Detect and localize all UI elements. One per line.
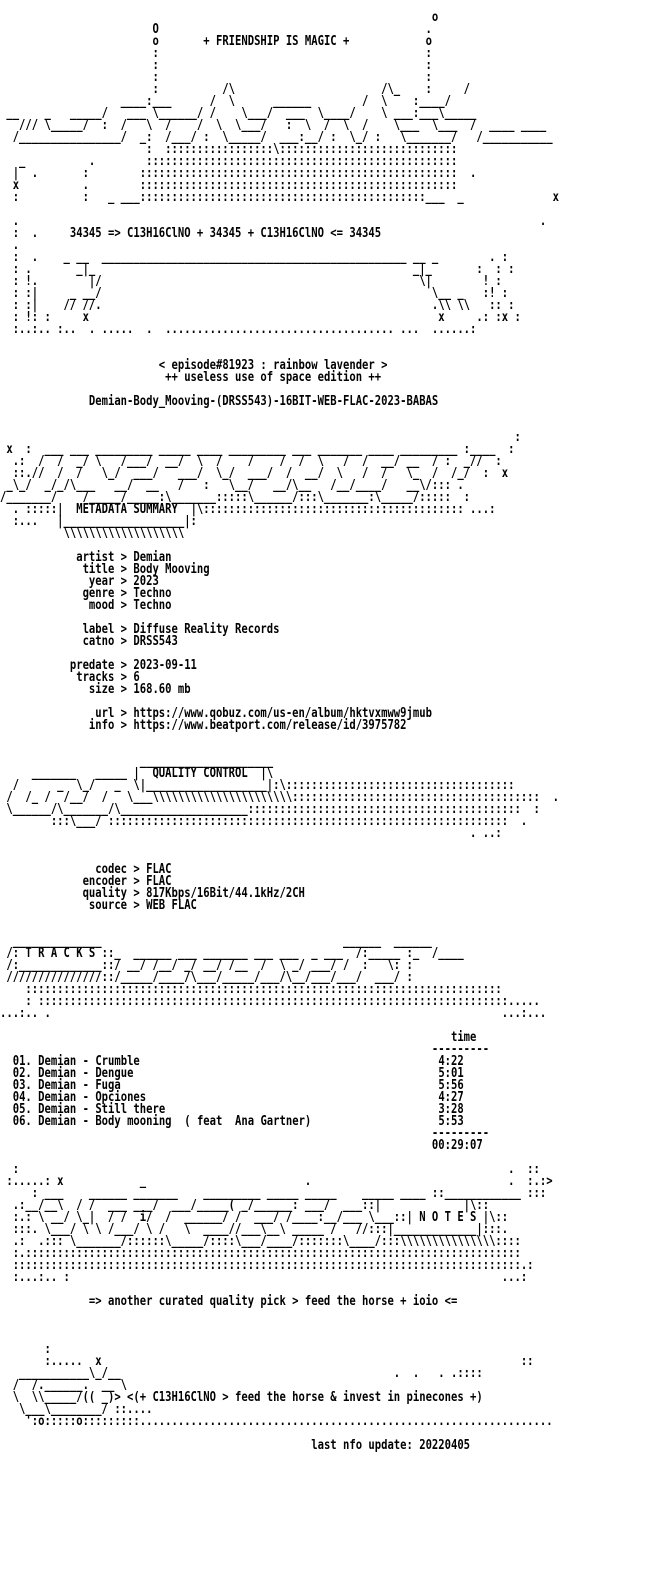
ascii-art: x : ___ ___ _________ _____ ____ _________ ___ _______ ____ _________ :____ : [0, 442, 515, 457]
track-artist: Demian [38, 1054, 77, 1069]
metadata-url: https://www.qobuz.com/us-en/album/hktvxmww9jmub [133, 706, 432, 721]
ascii-art: _______ _____ | [0, 766, 153, 781]
blank [0, 912, 559, 924]
tracks-total: 00:29:07 [431, 1138, 483, 1153]
ascii-art: - [76, 1054, 96, 1069]
footer-slogan: <(+ C13H16ClNO > feed the horse & invest in pinecones +) [127, 1390, 483, 1405]
metadata-info: https://www.beatport.com/release/id/3975782 [133, 718, 407, 733]
formula-row [0, 228, 559, 240]
ascii-art: catno > [0, 634, 134, 649]
ascii-art: :::. \___/ \ \ /___/ \ / \ ____//___\__\ _____ / //:::|_____________|:::. [0, 1222, 509, 1237]
notes-text-row [0, 1296, 559, 1308]
quality-quality: 817Kbps/16Bit/44.1kHz/2CH [146, 886, 305, 901]
ascii-art: : ___ ______ _______ _________ _____ _____ _____ ____ ::____________ ::: [0, 1186, 547, 1201]
ascii-art: \___\________/ ::.... [0, 1402, 153, 1417]
quality-row [0, 900, 559, 912]
ascii-art: ::_ ______ ___ _______ ___ ___ _ ___ /:_____ :_ /____ [95, 946, 464, 961]
ascii-art: . ..: [0, 826, 502, 841]
track-title: Opciones [95, 1090, 147, 1105]
track-title: Crumble [95, 1054, 140, 1069]
track-title: Body mooning ( feat Ana Gartner) [95, 1114, 312, 1129]
ascii-art: : [0, 430, 521, 445]
track-title: Still there [95, 1102, 166, 1117]
ascii-art: : . [0, 226, 70, 241]
track-artist: Demian [38, 1114, 77, 1129]
ascii-art [0, 1138, 432, 1153]
ascii-art: :.: \ __/ \_| / / i/ / ______/ / ___/ /____:__/___ \___::| [0, 1210, 420, 1225]
metadata-predate: 2023-09-11 [133, 658, 197, 673]
ascii-art: artist > [0, 550, 134, 565]
metadata-row [0, 636, 559, 648]
ascii-art: - [76, 1066, 96, 1081]
ascii-art: url > [0, 706, 134, 721]
metadata-heading: METADATA SUMMARY [76, 502, 178, 517]
art-line [0, 528, 559, 540]
ascii-art: : : [0, 58, 432, 73]
ascii-art: / _ \_/ _ \|___________________|:\:::::::::::::::::::::::::::::::::::: [0, 778, 515, 793]
ascii-art: |\ [247, 766, 274, 781]
ascii-art: : /\ /\_ : / [0, 82, 471, 97]
track-time: 3:28 [438, 1102, 464, 1117]
release-row [0, 396, 559, 408]
last-update-row [0, 1440, 559, 1452]
ascii-art: : ::::::::::::::::::::::::::::::::::::::::::::::::::::::::::::::::::::::::::..... [0, 994, 540, 1009]
ascii-art: :...:.. : ...: [0, 1270, 528, 1285]
ascii-art: - [76, 1114, 96, 1129]
track-time: 5:53 [438, 1114, 464, 1129]
ascii-art: : :| // //. .\\ \\ :: : [0, 298, 515, 313]
ascii-art: o [0, 10, 439, 25]
metadata-row [0, 720, 559, 732]
ascii-art: :::\___/ ::::::::::::::::::::::::::::::::::::::::::::::::::::::::::::::: . [0, 814, 528, 829]
quality-source: WEB FLAC [146, 898, 197, 913]
track-title: Dengue [95, 1066, 134, 1081]
ascii-art: ':o:::::o:::::::::................................................................. [0, 1414, 553, 1429]
ascii-art: x . :::::::::::::::::::::::::::::::::::::::::::::::::: [0, 178, 458, 193]
ascii-art: codec > [0, 862, 147, 877]
track-title: Fuga [95, 1078, 121, 1093]
ascii-art: title > [0, 562, 134, 577]
ascii-art: \______/\_______/\____________________::::::::::::::::::::::::::::::::::::::::::: : [0, 802, 540, 817]
ascii-art: quality > [0, 886, 147, 901]
ascii-art: : : [0, 46, 432, 61]
track-artist: Demian [38, 1090, 77, 1105]
ascii-art: : . :: [0, 1162, 540, 1177]
ascii-art: :..... x :: [0, 1354, 534, 1369]
blank [0, 732, 559, 744]
ascii-art: ______________ ______ ______ [0, 934, 432, 949]
metadata-catno: DRSS543 [133, 634, 178, 649]
episode-label: < episode#81923 : rainbow lavender > [158, 358, 388, 373]
ascii-art [0, 394, 89, 409]
ascii-art: .: / / _/ \ /___/ __/ \ / / / / \ / / __/ __ / : _// : [0, 454, 502, 469]
art-line [0, 1272, 559, 1284]
blank [0, 1320, 559, 1332]
ascii-art: - [76, 1078, 96, 1093]
blank [0, 408, 559, 420]
ascii-art: label > [0, 622, 134, 637]
track-time: 5:56 [438, 1078, 464, 1093]
ascii-art: . [0, 238, 20, 253]
art-line [0, 1008, 559, 1020]
notes-heading: N O T E S [419, 1210, 477, 1225]
ascii-art: ///////////////::/_____/____/\___/_____/___/\__/___/___/ ___/ : [0, 970, 413, 985]
metadata-mood: Techno [133, 598, 172, 613]
track-number: 02. [12, 1066, 32, 1081]
ascii-art: : : _ ___:::::::::::::::::::::::::::::::::::::::::::::___ _ x [0, 190, 559, 205]
ascii-art: .:__/__\ / / ___ ___/ ___/_____( _/______: ___/ ___::| |\:: [0, 1198, 490, 1213]
ascii-art: _\_/ _/_/\___ __/ __ / : \__/ __/\__ /__/____/ __\/::: . [0, 478, 464, 493]
tracks-heading: T R A C K S [25, 946, 96, 961]
edition-label: ++ useless use of space edition ++ [165, 370, 382, 385]
quality-encoder: FLAC [146, 874, 172, 889]
art-line [0, 192, 559, 204]
ascii-art: ::.// / / \_/ ___/ ___/ \_/ ___/ / __/ \ / / \_ / /_/ : x [0, 466, 509, 481]
art-line [0, 828, 559, 840]
ascii-art: O . [0, 22, 432, 37]
ascii-art: ...:.. . ...:... [0, 1006, 547, 1021]
track-number: 01. [12, 1054, 32, 1069]
track-time: 4:22 [438, 1054, 464, 1069]
tracks-total-row [0, 1140, 559, 1152]
quality-codec: FLAC [146, 862, 172, 877]
metadata-tracks: 6 [133, 670, 140, 685]
ascii-art: |\:: [476, 1210, 509, 1225]
metadata-size: 168.60 mb [133, 682, 191, 697]
blank [0, 1308, 559, 1320]
ascii-art: / /.______. __ \ [0, 1378, 128, 1393]
art-line [0, 336, 559, 348]
ascii-art: year > [0, 574, 134, 589]
ascii-art: tracks > [0, 670, 134, 685]
banner-title: + FRIENDSHIP IS MAGIC + [203, 34, 350, 49]
ascii-art: ::::::::::::::::::::::::::::::::::::::::::::::::::::::::::::::::::::::::::: [0, 982, 502, 997]
notes-text: => another curated quality pick > feed the horse + ioio <= [88, 1294, 458, 1309]
metadata-row [0, 600, 559, 612]
ascii-art: |\::::::::::::::::::::::::::::::::::::::::: ...: [177, 502, 496, 517]
ascii-art: .: .::: \_______/::::::\_____/::::\___/____/:::::::\____/:::\\\\\\\\\\\\\\\:::: [0, 1234, 521, 1249]
track-time: 5:01 [438, 1066, 464, 1081]
last-update: last nfo update: 20220405 [311, 1438, 471, 1453]
ascii-art: predate > [0, 658, 134, 673]
ascii-art: : . _|_ _|_ : : : [0, 262, 515, 277]
ascii-art [0, 370, 165, 385]
metadata-label: Diffuse Reality Records [133, 622, 280, 637]
track-number: 06. [12, 1114, 32, 1129]
ascii-art: - [76, 1102, 96, 1117]
metadata-title: Body Mooving [133, 562, 210, 577]
tracks-time-header: time [450, 1030, 477, 1045]
formula-line: 34345 => C13H16ClNO + 34345 + C13H16ClNO <= 34345 [69, 226, 382, 241]
ascii-art: /// \_____/ : / \ / / \ \___/ : \ / \ / \___ \___ / ____ ____ [0, 118, 547, 133]
ascii-art: :.....: x _ . . :.:> [0, 1174, 553, 1189]
ascii-art: : : [0, 70, 432, 85]
ascii-art: ____:___ / \ ______ / \ :____/ [0, 94, 451, 109]
ascii-art: /:_____________::/ __/ /__/ _/ __/ /__ / \ _/ ___/ / : \: : [0, 958, 413, 973]
ascii-art: : :::::::::::::::::\:::::::::::::::::::::::::::: [0, 142, 458, 157]
art-line [0, 324, 559, 336]
ascii-art: \\\\\\\\\\\\\\\\\\\ [0, 526, 185, 541]
ascii-art: : . _ __ ________________________________________________ __ _ . : [0, 250, 509, 265]
track-artist: Demian [38, 1078, 77, 1093]
ascii-art: genre > [0, 586, 134, 601]
ascii-art: mood > [0, 598, 134, 613]
ascii-art: /_______/ /_____/_____:\_______:::::\______/:::\_______:\_____/::::: : [0, 490, 471, 505]
ascii-art: / /_ / /__/ / \___\\\\\\\\\\\\\\\\\\\\\\::::::::::::::::::::::::::::::::::::::: . [0, 790, 559, 805]
quality-heading: QUALITY CONTROL [152, 766, 248, 781]
ascii-art [0, 1294, 89, 1309]
track-artist: Demian [38, 1066, 77, 1081]
ascii-art: \ \\_____/(( _)> [0, 1390, 128, 1405]
ascii-art: source > [0, 898, 147, 913]
ascii-art: . :::::| [0, 502, 77, 517]
ascii-art: _ . ::::::::::::::::::::::::::::::::::::::::::::::::: [0, 154, 458, 169]
ascii-art: _____________________ [0, 754, 274, 769]
ascii-art [0, 1438, 311, 1453]
track-number: 04. [12, 1090, 32, 1105]
metadata-row [0, 684, 559, 696]
ascii-art: :.:::::::::::::::::::::::::::::::::::::::::::::::::::::::::::::::::::::::::::::: [0, 1246, 521, 1261]
ascii-art: --------- [0, 1126, 490, 1141]
metadata-year: 2023 [133, 574, 159, 589]
ascii-art: :..:.. :.. . ..... . .................................... ... ......: [0, 322, 477, 337]
release-name: Demian-Body_Mooving-(DRSS543)-16BIT-WEB-FLAC-2023-BABAS [88, 394, 439, 409]
ascii-art: | . : :::::::::::::::::::::::::::::::::::::::::::::::::: . [0, 166, 477, 181]
ascii-art: ___________\_/__ . . . .:::: [0, 1366, 483, 1381]
metadata-artist: Demian [133, 550, 172, 565]
ascii-art: info > [0, 718, 134, 733]
ascii-art: --------- [0, 1042, 490, 1057]
ascii-art: . . [0, 214, 547, 229]
ascii-art: o [349, 34, 432, 49]
ascii-art: /________________/ _: /___/ : \_____/ ___:__/ : \_/ : \_______/ /___________ [0, 130, 553, 145]
ascii-art: - [76, 1090, 96, 1105]
blank [0, 1332, 559, 1344]
metadata-genre: Techno [133, 586, 172, 601]
track-artist: Demian [38, 1102, 77, 1117]
edition-row [0, 372, 559, 384]
track-number: 03. [12, 1078, 32, 1093]
ascii-art: : [0, 1342, 51, 1357]
ascii-art: o [0, 34, 204, 49]
ascii-art: ::::::::::::::::::::::::::::::::::::::::::::::::::::::::::::::::::::::::::::::::.: [0, 1258, 534, 1273]
art-line [0, 1416, 559, 1428]
ascii-art: encoder > [0, 874, 147, 889]
ascii-art: :... |___________________|: [0, 514, 197, 529]
track-number: 05. [12, 1102, 32, 1117]
track-time: 4:27 [438, 1090, 464, 1105]
ascii-art: /: [0, 946, 26, 961]
ascii-art: : !: : x x .: :x : [0, 310, 521, 325]
blank [0, 840, 559, 852]
ascii-art: : :| _ __/ \__ _ :! : [0, 286, 509, 301]
ascii-art: size > [0, 682, 134, 697]
ascii-art: __ _ _____/ ___ \______/ / \___/ ___ \____/ \ ___:___\_____ [0, 106, 477, 121]
ascii-art: : !. |/ \| ! : [0, 274, 502, 289]
